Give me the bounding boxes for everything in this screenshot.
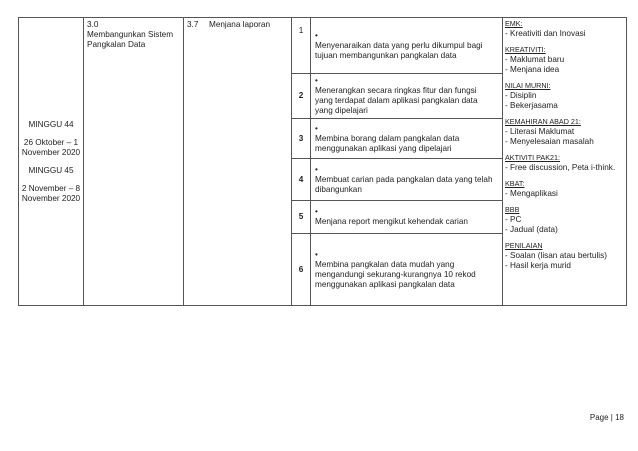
aktiviti-heading: AKTIVITI PAK21:	[505, 153, 560, 162]
page-number: Page | 18	[589, 413, 624, 422]
penilaian-item-1: - Soalan (lisan atau bertulis)	[505, 251, 607, 260]
step-activity-2	[311, 74, 503, 119]
week-date-45-start: 2 November – 8	[21, 183, 81, 193]
bbb-item-2: - Jadual (data)	[505, 225, 558, 234]
step-number-4: 4	[292, 159, 311, 201]
week-date-44-start: 26 Oktober – 1	[23, 137, 79, 147]
emk-heading: EMK:	[505, 19, 523, 28]
bullet-6: •	[315, 249, 318, 259]
kemahiran-item-2: - Menyelesaian masalah	[505, 137, 594, 146]
step-activity-1	[311, 18, 503, 74]
step-number-2: 2	[292, 74, 311, 119]
lesson-plan-table	[18, 17, 627, 306]
step-activity-5	[311, 201, 503, 234]
bullet-4: •	[315, 164, 318, 174]
bullet-5: •	[315, 207, 318, 216]
step-text-5: Menjana report mengikut kehendak carian	[315, 217, 468, 226]
learning-standard-cell	[184, 18, 292, 306]
week-date-44-end: November 2020	[21, 147, 81, 157]
step-text-2: Menerangkan secara ringkas fitur dan fungsi yang terdapat dalam aplikasi pangkalan data yang dipelajari	[315, 86, 478, 115]
penilaian-item-2: - Hasil kerja murid	[505, 261, 571, 270]
step-activity-6	[311, 234, 503, 306]
penilaian-heading: PENILAIAN	[505, 241, 543, 250]
emk-item: - Kreativiti dan Inovasi	[505, 29, 586, 38]
bullet-2: •	[315, 76, 318, 85]
step-number-6: 6	[292, 234, 311, 306]
week-label-44: MINGGU 44	[28, 119, 74, 129]
kemahiran-item-1: - Literasi Maklumat	[505, 127, 575, 136]
nilai-item-1: - Disiplin	[505, 91, 537, 100]
kbat-item: - Mengaplikasi	[505, 189, 558, 198]
step-activity-3	[311, 119, 503, 159]
week-label-45: MINGGU 45	[28, 165, 74, 175]
learning-standard-number: 3.7	[187, 20, 199, 29]
step-number-3: 3	[292, 119, 311, 159]
week-cell	[19, 18, 84, 306]
kemahiran-heading: KEMAHIRAN ABAD 21:	[505, 117, 581, 126]
kreativiti-heading: KREATIVITI:	[505, 45, 546, 54]
learning-standard-text: Menjana laporan	[209, 20, 270, 29]
step-text-4: Membuat carian pada pangkalan data yang telah dibangunkan	[315, 174, 493, 194]
kreativiti-item-1: - Maklumat baru	[505, 55, 565, 64]
step-number-5: 5	[292, 201, 311, 234]
content-standard-text: Membangunkan Sistem Pangkalan Data	[87, 30, 174, 49]
step-text-6: Membina pangkalan data mudah yang mengandungi sekurang-kurangnya 10 rekod menggunakan aplikasi pangkalan data	[315, 259, 476, 289]
bbb-heading: BBB	[505, 205, 520, 214]
bullet-1: •	[315, 30, 318, 40]
aktiviti-item: - Free discussion, Peta i-think.	[505, 163, 616, 172]
content-standard-number: 3.0	[87, 20, 99, 29]
step-number-1: 1	[292, 18, 311, 74]
nilai-heading: NILAI MURNI:	[505, 81, 551, 90]
bbb-item-1: - PC	[505, 215, 522, 224]
step-activity-4	[311, 159, 503, 201]
content-standard-cell	[84, 18, 184, 306]
nilai-item-2: - Bekerjasama	[505, 101, 558, 110]
notes-cell	[503, 18, 627, 306]
step-text-3: Membina borang dalam pangkalan data menggunakan aplikasi yang dipelajari	[315, 133, 460, 153]
step-text-1: Menyenaraikan data yang perlu dikumpul bagi tujuan membangunkan pangkalan data	[315, 40, 483, 60]
week-date-45-end: November 2020	[21, 193, 81, 203]
kreativiti-item-2: - Menjana idea	[505, 65, 560, 74]
kbat-heading: KBAT:	[505, 179, 525, 188]
bullet-3: •	[315, 123, 318, 133]
